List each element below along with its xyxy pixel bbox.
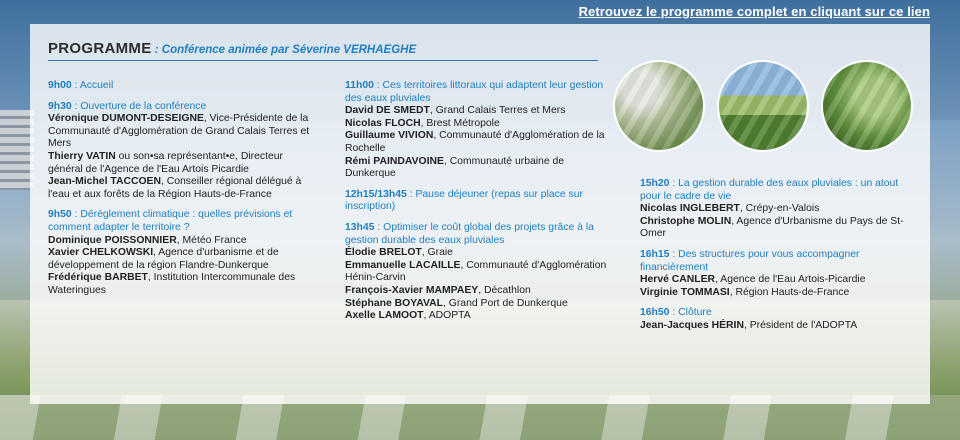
speaker-entry (345, 310, 615, 323)
session-heading (48, 101, 318, 114)
session-heading (640, 178, 920, 203)
column-midday (345, 80, 615, 331)
speaker-affiliation: , Crépy-en-Valois (739, 203, 820, 215)
session-heading (48, 209, 318, 234)
session-block (640, 307, 920, 332)
speaker-entry (48, 113, 318, 151)
speaker-entry (48, 272, 318, 297)
session-block (345, 189, 615, 214)
photo-strip (613, 60, 913, 156)
session-time: 15h20 (640, 178, 670, 189)
speaker-name: Axelle LAMOOT (345, 310, 424, 322)
programme-header (48, 40, 912, 57)
speaker-affiliation: , Météo France (176, 234, 247, 246)
column-morning (48, 80, 318, 306)
speaker-name: François-Xavier MAMPAEY (345, 284, 479, 296)
session-time: 9h50 (48, 209, 72, 221)
speaker-name: Stéphane BOYAVAL (345, 297, 443, 309)
speaker-name: Nicolas INGLEBERT (640, 203, 740, 215)
speaker-affiliation: , Institution Intercommunale des Wateringues (48, 272, 296, 296)
session-block (345, 80, 615, 181)
speaker-affiliation: , Conseiller régional délégué à l'eau et aux forêts de la Région Hauts-de-France (48, 176, 302, 200)
speaker-name: Guillaume VIVION (345, 130, 434, 142)
speaker-name: Jean-Michel TACCOEN (48, 176, 161, 188)
programme-title: PROGRAMME (48, 40, 152, 57)
session-title: : Clôture (669, 307, 712, 319)
speaker-affiliation: , Communauté urbaine de Dunkerque (345, 155, 565, 180)
session-title: : Ouverture de la conférence (71, 100, 207, 112)
speaker-name: Hervé CANLER (640, 274, 716, 286)
speaker-entry (345, 156, 615, 181)
session-time: 16h50 (640, 307, 670, 319)
speaker-name: Jean-Jacques HÉRIN (640, 319, 744, 331)
header-divider (48, 60, 598, 61)
session-block (48, 80, 318, 93)
speaker-name: Dominique POISSONNIER (48, 234, 177, 246)
speaker-affiliation: , Brest Métropole (420, 117, 500, 129)
photo-garden-path (821, 60, 913, 152)
speaker-entry (345, 105, 615, 118)
session-time: 12h15/13h45 (345, 188, 407, 200)
speaker-affiliation: , Grand Calais Terres et Mers (429, 105, 566, 117)
speaker-affiliation: , Décathlon (478, 284, 531, 296)
session-block (48, 209, 318, 297)
speaker-name: Christophe MOLIN (640, 215, 732, 227)
speaker-entry (345, 298, 615, 311)
speaker-entry (640, 216, 920, 241)
photo-green-park (717, 60, 809, 152)
session-block (640, 178, 920, 241)
speaker-name: Xavier CHELKOWSKI (48, 247, 154, 259)
session-title: : Optimiser le coût global des projets grâce à la gestion durable des eaux pluviales (345, 221, 594, 246)
speaker-entry (48, 176, 318, 201)
session-time: 11h00 (345, 80, 374, 91)
speaker-affiliation: , Président de l'ADOPTA (743, 319, 858, 331)
speaker-entry (345, 260, 615, 285)
session-heading (345, 222, 615, 247)
session-time: 16h15 (640, 248, 670, 260)
session-heading (640, 249, 920, 274)
speaker-affiliation: , Agence de l'Eau Artois-Picardie (715, 274, 866, 286)
speaker-name: Emmanuelle LACAILLE (345, 259, 461, 271)
session-time: 13h45 (345, 221, 375, 233)
speaker-affiliation: , Région Hauts-de-France (729, 286, 850, 298)
speaker-affiliation: ou son•sa représentant•e, Directeur général de l'Agence de l'Eau Artois Picardie (48, 150, 284, 175)
speaker-affiliation: , Communauté d'Agglomération Hénin-Carvin (345, 259, 607, 284)
speaker-entry (345, 247, 615, 260)
speaker-entry (345, 130, 615, 155)
speaker-entry (48, 235, 318, 248)
speaker-name: Thierry VATIN (48, 150, 116, 162)
speaker-entry (640, 274, 920, 287)
session-title: : La gestion durable des eaux pluviales : un atout pour le cadre de vie (640, 178, 899, 202)
speaker-entry (640, 287, 920, 300)
speaker-affiliation: , Grand Port de Dunkerque (442, 297, 568, 309)
session-title: : Ces territoires littoraux qui adaptent leur gestion des eaux pluviales (345, 80, 604, 104)
background-building (0, 110, 34, 190)
speaker-entry (640, 320, 920, 333)
session-block (640, 249, 920, 299)
speaker-affiliation: , Agence d'urbanisme et de développement de la région Flandre-Dunkerque (48, 247, 279, 271)
session-title: : Pause déjeuner (repas sur place sur inscription) (345, 188, 583, 213)
speaker-affiliation: , Vice-Présidente de la Communauté d'Agglomération de Grand Calais Terres et Mers (48, 113, 310, 150)
column-afternoon (640, 178, 920, 341)
session-heading (640, 307, 920, 320)
session-heading (48, 80, 318, 93)
speaker-name: Nicolas FLOCH (345, 117, 421, 129)
speaker-affiliation: , Agence d'Urbanisme du Pays de St-Omer (640, 215, 904, 240)
speaker-entry (345, 118, 615, 131)
speaker-name: Élodie BRELOT (345, 247, 422, 259)
speaker-entry (345, 285, 615, 298)
session-title: : Des structures pour vous accompagner financièrement (640, 248, 860, 273)
speaker-entry (48, 247, 318, 272)
programme-subtitle: : Conférence animée par Séverine VERHAEGHE (151, 44, 417, 56)
session-time: 9h30 (48, 100, 72, 112)
session-title: : Accueil (71, 80, 114, 91)
speaker-entry (48, 151, 318, 176)
speaker-affiliation: , Graie (421, 247, 453, 259)
session-title: : Dérèglement climatique : quelles prévisions et comment adapter le territoire ? (48, 209, 293, 233)
speaker-name: Rémi PAINDAVOINE (345, 155, 444, 167)
programme-link[interactable]: Retrouvez le programme complet en cliquant sur ce lien (578, 4, 930, 19)
session-heading (345, 189, 615, 214)
speaker-name: Virginie TOMMASI (640, 286, 730, 298)
speaker-affiliation: , ADOPTA (423, 310, 471, 322)
session-block (345, 222, 615, 323)
programme-panel (30, 24, 930, 404)
speaker-affiliation: , Communauté d'Agglomération de la Rochelle (345, 130, 605, 154)
speaker-name: David DE SMEDT (345, 105, 430, 117)
session-time: 9h00 (48, 80, 72, 91)
speaker-name: Frédérique BARBET (48, 272, 148, 284)
photo-street-planting (613, 60, 705, 152)
session-block (48, 101, 318, 202)
speaker-entry (640, 203, 920, 216)
session-heading (345, 80, 615, 105)
speaker-name: Véronique DUMONT-DESEIGNE (48, 113, 204, 125)
